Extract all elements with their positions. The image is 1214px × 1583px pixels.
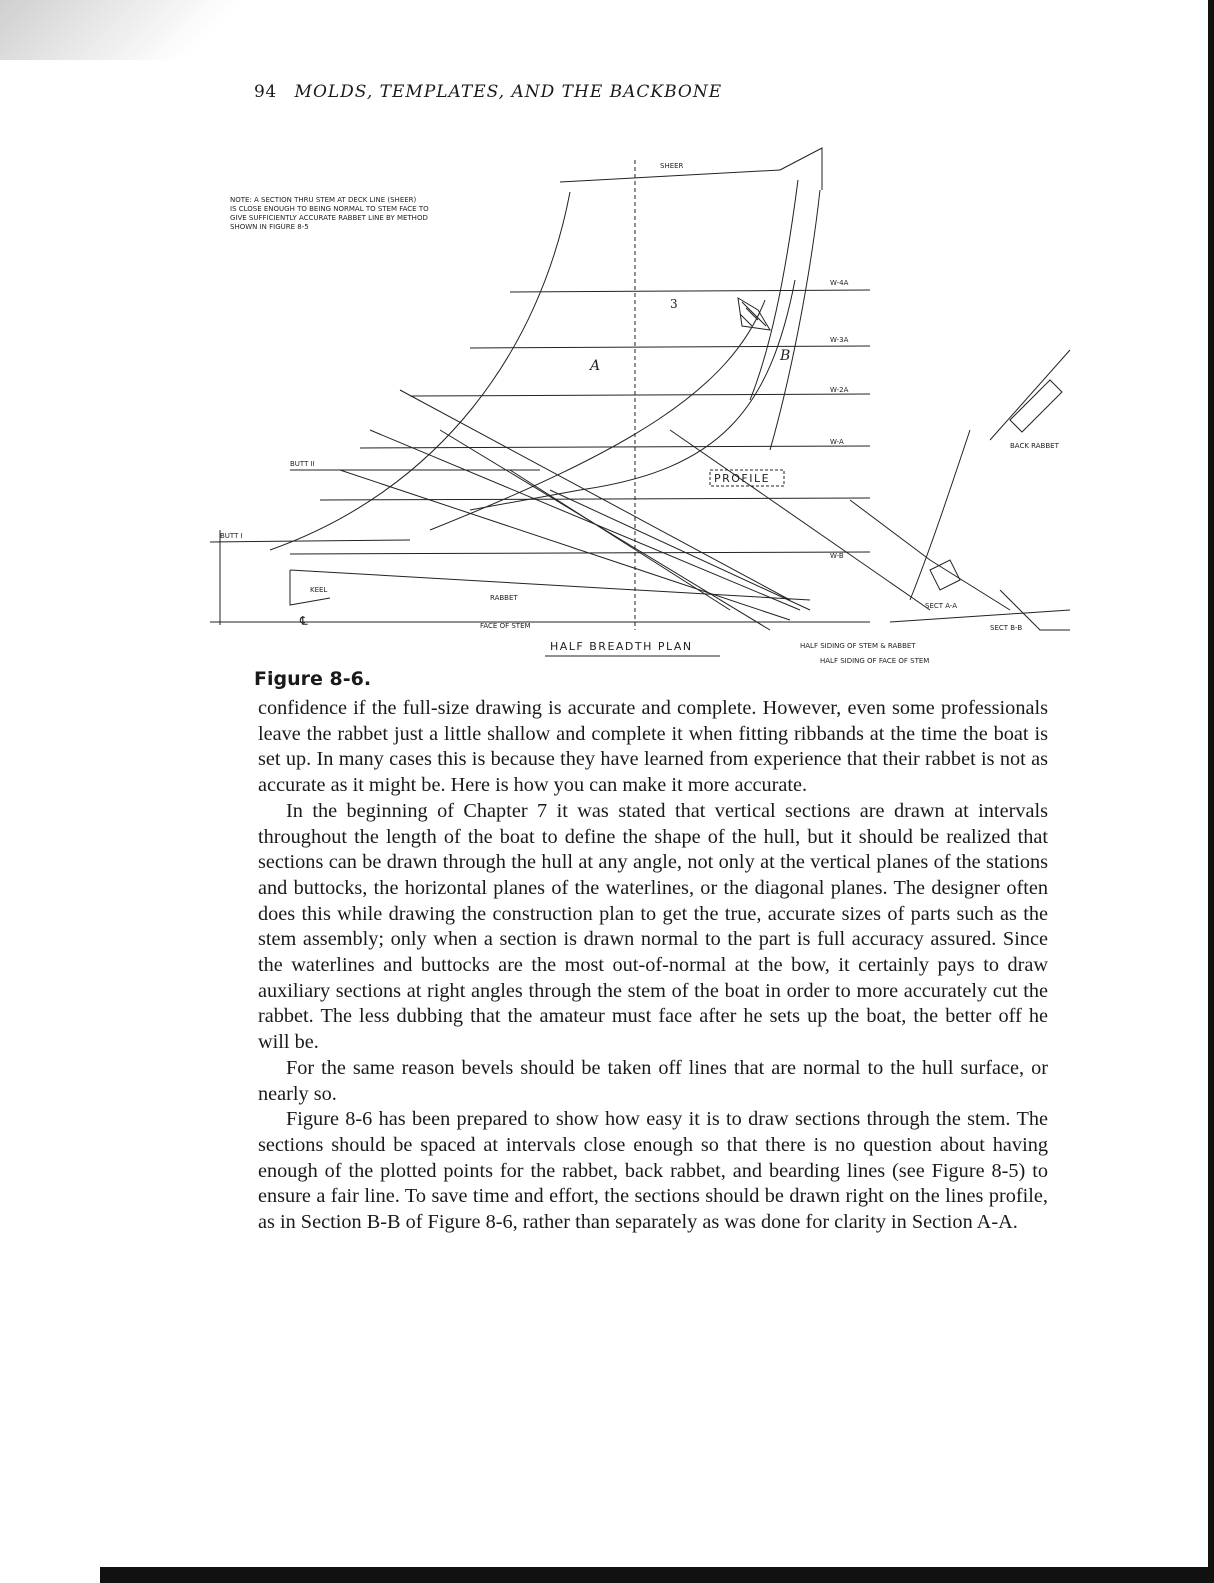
keel-label: KEEL (310, 586, 328, 594)
half-breadth-label: HALF BREADTH PLAN (550, 640, 693, 653)
sect-aa-label: SECT A-A (925, 602, 958, 610)
sect-bb-label: SECT B-B (990, 624, 1023, 632)
figure-caption: Figure 8-6. (254, 668, 372, 690)
profile-label: PROFILE (714, 472, 771, 485)
page-edge-bottom (100, 1567, 1214, 1583)
page-number: 94 (254, 82, 277, 102)
figure-note-line: IS CLOSE ENOUGH TO BEING NORMAL TO STEM FACE TO (230, 205, 429, 213)
back-rabbet-label: BACK RABBET (1010, 442, 1059, 450)
face-of-stem-label: FACE OF STEM (480, 622, 531, 630)
w-2a-label: W-2A (830, 386, 849, 394)
scan-shadow (0, 0, 260, 60)
paragraph-4: Figure 8-6 has been prepared to show how easy it is to draw sections through the stem. The sections should be spaced at intervals close enough so that there is no question about having enough of the plotted points for the rabbet, back rabbet, and bearding lines (see Figure 8-5) to ensure a fair line. To save time and effort, the sections should be drawn right on the lines profile, as in Section B-B of Figure 8-6, rather than separately as was done for clarity in Section A-A. (258, 1108, 1048, 1234)
w-b-label: W-B (830, 552, 844, 560)
paragraph-1: confidence if the full-size drawing is accurate and complete. However, even some professionals leave the rabbet just a little shallow and complete it when fitting ribbands at the time the boat is set up. In many cases this is because they have learned from experience that their rabbet is not as accurate as it might be. Here is how you can make it more accurate. (258, 697, 1048, 797)
figure-note-line: NOTE: A SECTION THRU STEM AT DECK LINE (SHEER) (230, 196, 417, 204)
centerline-symbol: ℄ (300, 614, 308, 628)
half-siding-face-label: HALF SIDING OF FACE OF STEM (820, 657, 930, 665)
hatching (740, 302, 766, 326)
page-edge-right (1208, 0, 1214, 1583)
rabbet-label: RABBET (490, 594, 518, 602)
section-b-mark: B (780, 348, 791, 364)
running-title: MOLDS, TEMPLATES, AND THE BACKBONE (294, 82, 723, 102)
butt-2-label: BUTT II (290, 460, 315, 468)
station-3-mark: 3 (670, 297, 678, 311)
half-siding-line (890, 610, 1070, 622)
butt-1-label: BUTT I (220, 532, 243, 540)
figure-8-6-drawing (210, 130, 1090, 670)
w-3a-label: W-3A (830, 336, 849, 344)
stem-top (780, 148, 822, 190)
running-header (254, 82, 722, 102)
paragraph-2: In the beginning of Chapter 7 it was stated that vertical sections are drawn at intervals throughout the length of the boat to define the shape of the hull, but it should be realized that sections can be drawn through the hull at any angle, not only at the vertical planes of the stations and buttocks, the horizontal planes of the waterlines, or the diagonal planes. The designer often does this while drawing the construction plan to get the true, accurate sizes of parts such as the stem assembly; only when a section is drawn normal to the part is full accuracy assured. Since the waterlines and buttocks are the most out-of-normal at the bow, it certainly pays to draw auxiliary sections at right angles through the stem of the boat in order to more accurately cut the rabbet. The less dubbing that the amateur must face after he sets up the boat, the better off he will be. (258, 799, 1048, 1054)
w-4a-label: W-4A (830, 279, 849, 287)
sheer-line (560, 170, 780, 182)
butt-1-line (210, 540, 410, 542)
figure-note (230, 196, 429, 231)
body-text (258, 696, 1048, 1236)
section-b-line (990, 350, 1070, 440)
figure-note-line: SHOWN IN FIGURE 8-5 (230, 223, 309, 231)
section-a-box (930, 560, 960, 590)
section-curve-right (910, 430, 970, 600)
w-a-label: W-A (830, 438, 844, 446)
stem-face-line (770, 190, 820, 450)
sheer-label: SHEER (660, 162, 684, 170)
figure-note-line: GIVE SUFFICIENTLY ACCURATE RABBET LINE BY METHOD (230, 214, 428, 222)
section-line-right (850, 500, 1010, 610)
paragraph-3: For the same reason bevels should be taken off lines that are normal to the hull surface, or nearly so. (258, 1056, 1048, 1105)
half-siding-rabbet-label: HALF SIDING OF STEM & RABBET (800, 642, 916, 650)
rabbet-curve (430, 300, 765, 530)
section-a-mark: A (590, 358, 601, 374)
diagonal-lines (290, 390, 930, 630)
